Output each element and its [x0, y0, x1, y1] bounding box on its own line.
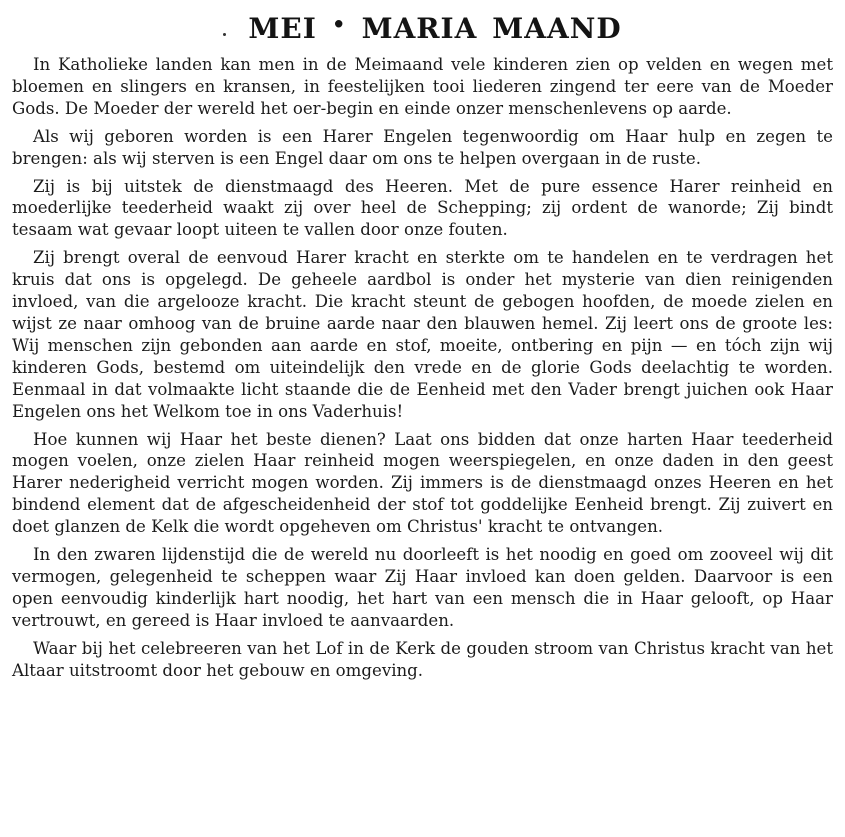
article-body — [12, 54, 833, 681]
title-dot — [223, 33, 226, 36]
paragraph-1: In Katholieke landen kan men in de Meimaand vele kinderen zien op velden en wegen met bloemen en slingers en kransen, in feestelijken tooi liederen zingend ter eere van de Moeder Gods. De Moeder der wereld het oer-begin en einde onzer menschenlevens op aarde. — [12, 55, 833, 118]
paragraph-7: Waar bij het celebreeren van het Lof in de Kerk de gouden stroom van Christus kracht van het Altaar uitstroomt door het gebouw en omgeving. — [12, 638, 833, 680]
paragraph-5: Hoe kunnen wij Haar het beste dienen? Laat ons bidden dat onze harten Haar teederheid mogen voelen, onze zielen Haar reinheid mogen weerspiegelen, en onze daden in den geest Harer nederigheid verricht mogen worden. Zij immers is de dienstmaagd onzes Heeren en het bindend element dat de afgescheidenheid der stof tot goddelijke Eenheid brengt. Zij zuivert en doet glanzen de Kelk die wordt opgeheven om Christus' kracht te ontvangen. — [12, 429, 833, 537]
document-title — [12, 0, 833, 54]
paragraph-4: Zij brengt overal de eenvoud Harer kracht en sterkte om te handelen en te verdragen het kruis dat ons is opgelegd. De geheele aardbol is onder het mysterie van dien reinigenden invloed, van die argelooze kracht. Die kracht steunt de gebogen hoofden, de moede zielen en wijst ze naar omhoog van de bruine aarde naar den blauwen hemel. Zij leert ons de groote les: Wij menschen zijn gebonden aan aarde en stof, moeite, ontbering en pijn — en tóch zijn wij kinderen Gods, bestemd om uiteindelijk den vrede en de glorie Gods deelachtig te worden. Eenmaal in dat volmaakte licht staande die de Eenheid met den Vader brengt juichen ook Haar Engelen ons het Welkom toe in ons Vaderhuis! — [12, 248, 833, 421]
paragraph-2: Als wij geboren worden is een Harer Engelen tegenwoordig om Haar hulp en zegen te brengen: als wij sterven is een Engel daar om ons te helpen overgaan in de ruste. — [12, 126, 833, 168]
title-text: mei · maria maand — [248, 1, 622, 48]
paragraph-3: Zij is bij uitstek de dienstmaagd des Heeren. Met de pure essence Harer reinheid en moederlijke teederheid waakt zij over heel de Schepping; zij ordent de wanorde; Zij bindt tesaam wat gevaar loopt uiteen te vallen door onze fouten. — [12, 176, 833, 240]
paragraph-6: In den zwaren lijdenstijd die de wereld nu doorleeft is het noodig en goed om zooveel wij dit vermogen, gelegenheid te scheppen waar Zij Haar invloed kan doen gelden. Daarvoor is een open eenvoudig kinderlijk hart noodig, het hart van een mensch die in Haar gelooft, op Haar vertrouwt, en gereed is Haar invloed te aanvaarden. — [12, 545, 833, 630]
